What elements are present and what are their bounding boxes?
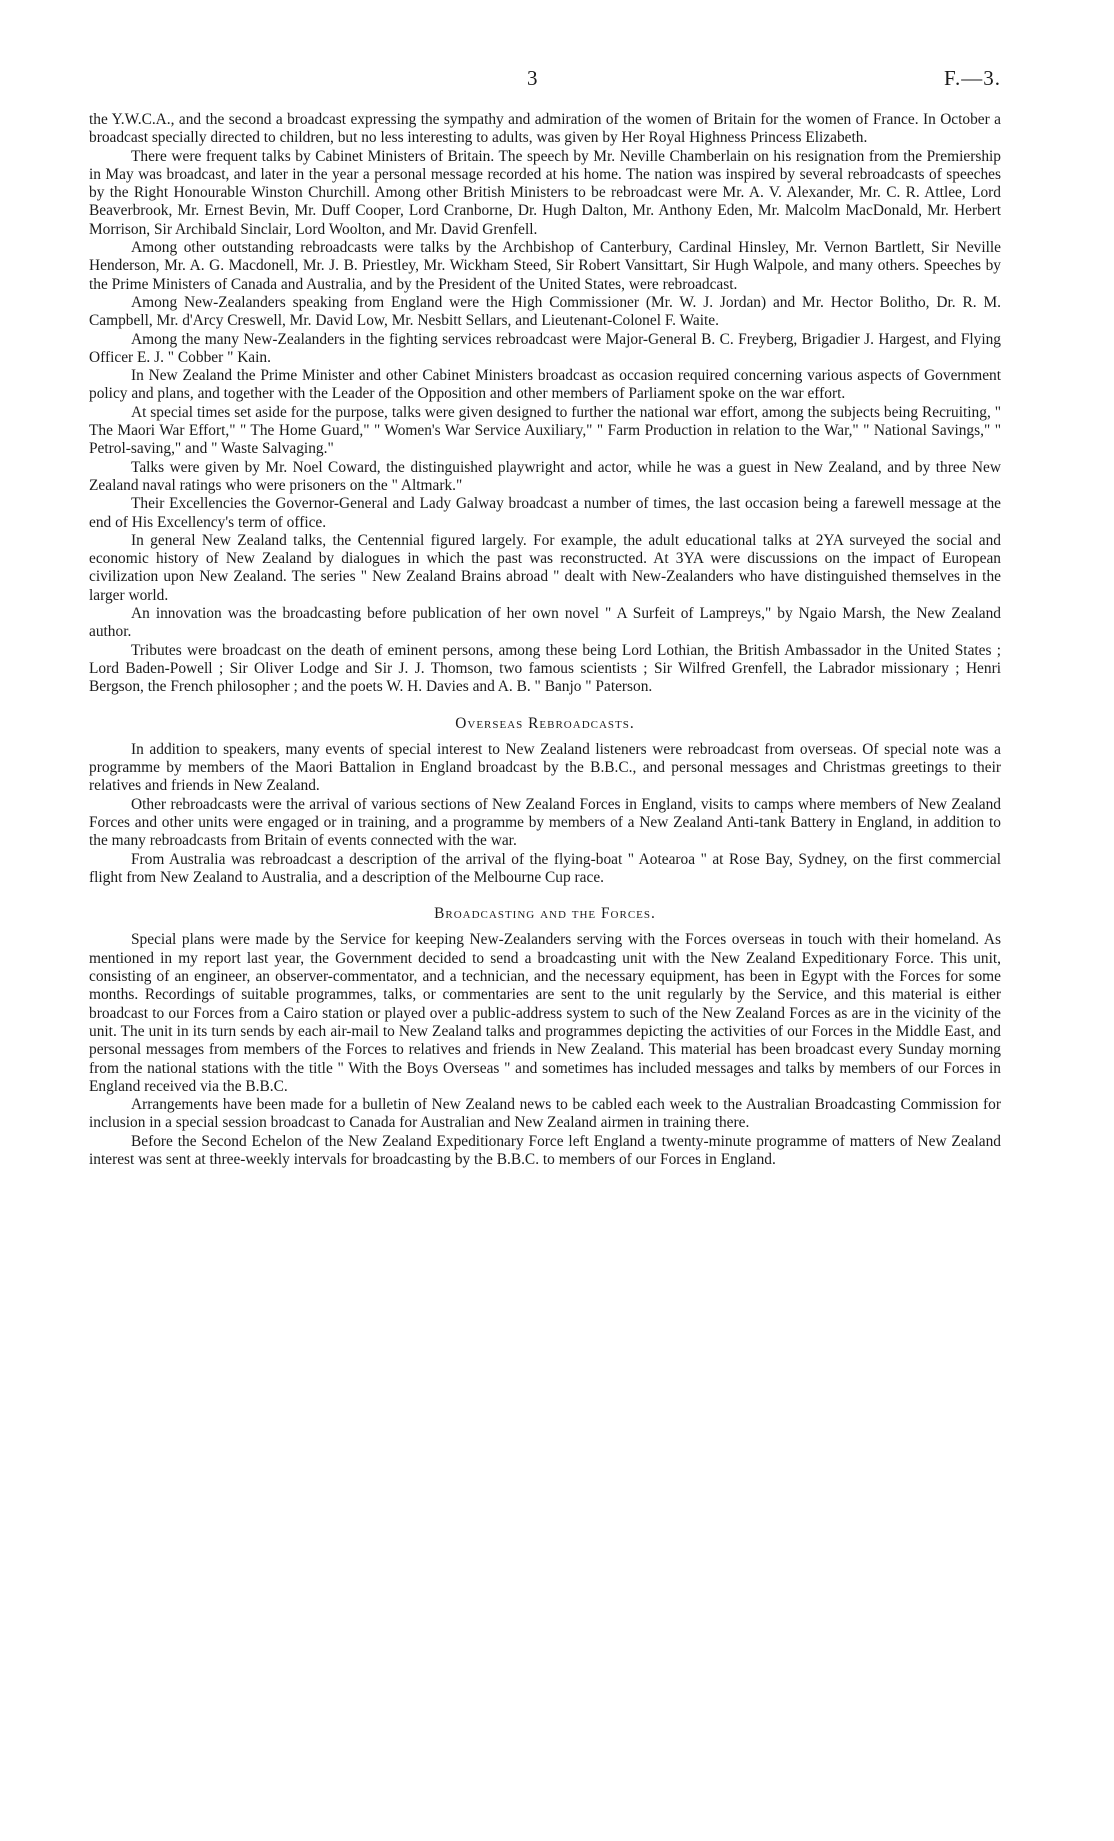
paragraph: Among other outstanding rebroadcasts were talks by the Archbishop of Canterbury, Cardinal Hinsley, Mr. Vernon Bartlett, Sir Neville Henderson, Mr. A. G. Macdonell, Mr. J. B. Priestley, Mr. Wickham Steed, Sir Robert Vansittart, Sir Hugh Walpole, and many others. Speeches by the Prime Ministers of Canada and Australia, and by the President of the United States, were rebroadcast. [89,239,1001,293]
paragraph: At special times set aside for the purpose, talks were given designed to further the national war effort, among the subjects being Recruiting, " The Maori War Effort," " The Home Guard," " Women's War Service Auxiliary," " Farm Production in relation to the War," " National Savings," " Petrol-saving," and " Waste Salvaging." [89,403,1001,458]
section-heading-overseas-rebroadcasts: Overseas Rebroadcasts. [455,714,635,732]
paragraph: In New Zealand the Prime Minister and other Cabinet Ministers broadcast as occasion required concerning various aspects of Government policy and plans, and together with the Leader of the Opposition and other members of Parliament spoke on the war effort. [89,367,1001,403]
paragraph: An innovation was the broadcasting before publication of her own novel " A Surfeit of Lampreys," by Ngaio Marsh, the New Zealand author. [89,605,1001,641]
page-content [89,111,1001,1169]
paragraph: There were frequent talks by Cabinet Ministers of Britain. The speech by Mr. Neville Chamberlain on his resignation from the Premiership in May was broadcast, and later in the year a personal message recorded at his home. The nation was inspired by several rebroadcasts of speeches by the Right Honourable Winston Churchill. Among other British Ministers to be rebroadcast were Mr. A. V. Alexander, Mr. C. R. Attlee, Lord Beaverbrook, Mr. Ernest Bevin, Mr. Duff Cooper, Lord Cranborne, Dr. Hugh Dalton, Mr. Anthony Eden, Mr. Malcolm MacDonald, Mr. Herbert Morrison, Sir Archibald Sinclair, Lord Woolton, and Mr. David Grenfell. [89,147,1001,238]
page-reference: F.—3. [944,66,1001,90]
paragraph: Talks were given by Mr. Noel Coward, the distinguished playwright and actor, while he was a guest in New Zealand, and by three New Zealand naval ratings who were prisoners on the " Altmark." [89,458,1001,494]
paragraph: Tributes were broadcast on the death of eminent persons, among these being Lord Lothian, the British Ambassador in the United States ; Lord Baden-Powell ; Sir Oliver Lodge and Sir J. J. Thomson, two famous scientists ; Sir Wilfred Grenfell, the Labrador missionary ; Henri Bergson, the French philosopher ; and the poets W. H. Davies and A. B. " Banjo " Paterson. [89,641,1001,696]
paragraph: Their Excellencies the Governor-General and Lady Galway broadcast a number of times, the last occasion being a farewell message at the end of His Excellency's term of office. [89,495,1001,531]
page-header [0,66,1114,96]
paragraph: Among New-Zealanders speaking from England were the High Commissioner (Mr. W. J. Jordan) and Mr. Hector Bolitho, Dr. R. M. Campbell, Mr. d'Arcy Creswell, Mr. David Low, Mr. Nesbitt Sellars, and Lieutenant-Colonel F. Waite. [89,293,1001,330]
paragraph: From Australia was rebroadcast a description of the arrival of the flying-boat " Aotearoa " at Rose Bay, Sydney, on the first commercial flight from New Zealand to Australia, and a description of the Melbourne Cup race. [89,850,1001,886]
paragraph: In addition to speakers, many events of special interest to New Zealand listeners were rebroadcast from overseas. Of special note was a programme by members of the Maori Battalion in England broadcast by the B.B.C., and personal messages and Christmas greetings to their relatives and friends in New Zealand. [89,740,1001,795]
paragraph: Among the many New-Zealanders in the fighting services rebroadcast were Major-General B. C. Freyberg, Brigadier J. Hargest, and Flying Officer E. J. " Cobber " Kain. [89,330,1001,366]
paragraph: Before the Second Echelon of the New Zealand Expeditionary Force left England a twenty-minute programme of matters of New Zealand interest was sent at three-weekly intervals for broadcasting by the B.B.C. to members of our Forces in England. [89,1132,1001,1169]
paragraph: Special plans were made by the Service for keeping New-Zealanders serving with the Forces overseas in touch with their homeland. As mentioned in my report last year, the Government decided to send a broadcasting unit with the New Zealand Expeditionary Force. This unit, consisting of an engineer, an observer-commentator, and a technician, and the necessary equipment, has been in Egypt with the Forces for some months. Recordings of suitable programmes, talks, or commentaries are sent to the unit regularly by the Service, and this material is either broadcast to our Forces from a Cairo station or played over a public-address system to such of the New Zealand Forces as are in the vicinity of the unit. The unit in its turn sends by each air-mail to New Zealand talks and programmes depicting the activities of our Forces in the Middle East, and personal messages from members of the Forces to relatives and friends in New Zealand. This material has been broadcast every Sunday morning from the national stations with the title " With the Boys Overseas " and sometimes has included messages and talks by members of our Forces in England received via the B.B.C. [89,931,1001,1095]
paragraph: Arrangements have been made for a bulletin of New Zealand news to be cabled each week to the Australian Broadcasting Commission for inclusion in a special session broadcast to Canada for Australian and New Zealand airmen in training there. [89,1096,1001,1132]
section-heading-broadcasting-forces: Broadcasting and the Forces. [434,905,656,923]
paragraph: In general New Zealand talks, the Centennial figured largely. For example, the adult educational talks at 2YA surveyed the social and economic history of New Zealand by dialogues in which the past was reconstructed. At 3YA were discussions on the impact of European civilization upon New Zealand. The series " New Zealand Brains abroad " dealt with New-Zealanders who have distinguished themselves in the larger world. [89,531,1001,604]
paragraph: the Y.W.C.A., and the second a broadcast expressing the sympathy and admiration of the women of Britain for the women of France. In October a broadcast specially directed to children, but no less interesting to adults, was given by Her Royal Highness Princess Elizabeth. [89,111,1001,147]
page-number: 3 [527,66,538,90]
paragraph: Other rebroadcasts were the arrival of various sections of New Zealand Forces in England, visits to camps where members of New Zealand Forces and other units were engaged or in training, and a programme by members of a New Zealand Anti-tank Battery in England, in addition to the many rebroadcasts from Britain of events connected with the war. [89,795,1001,850]
